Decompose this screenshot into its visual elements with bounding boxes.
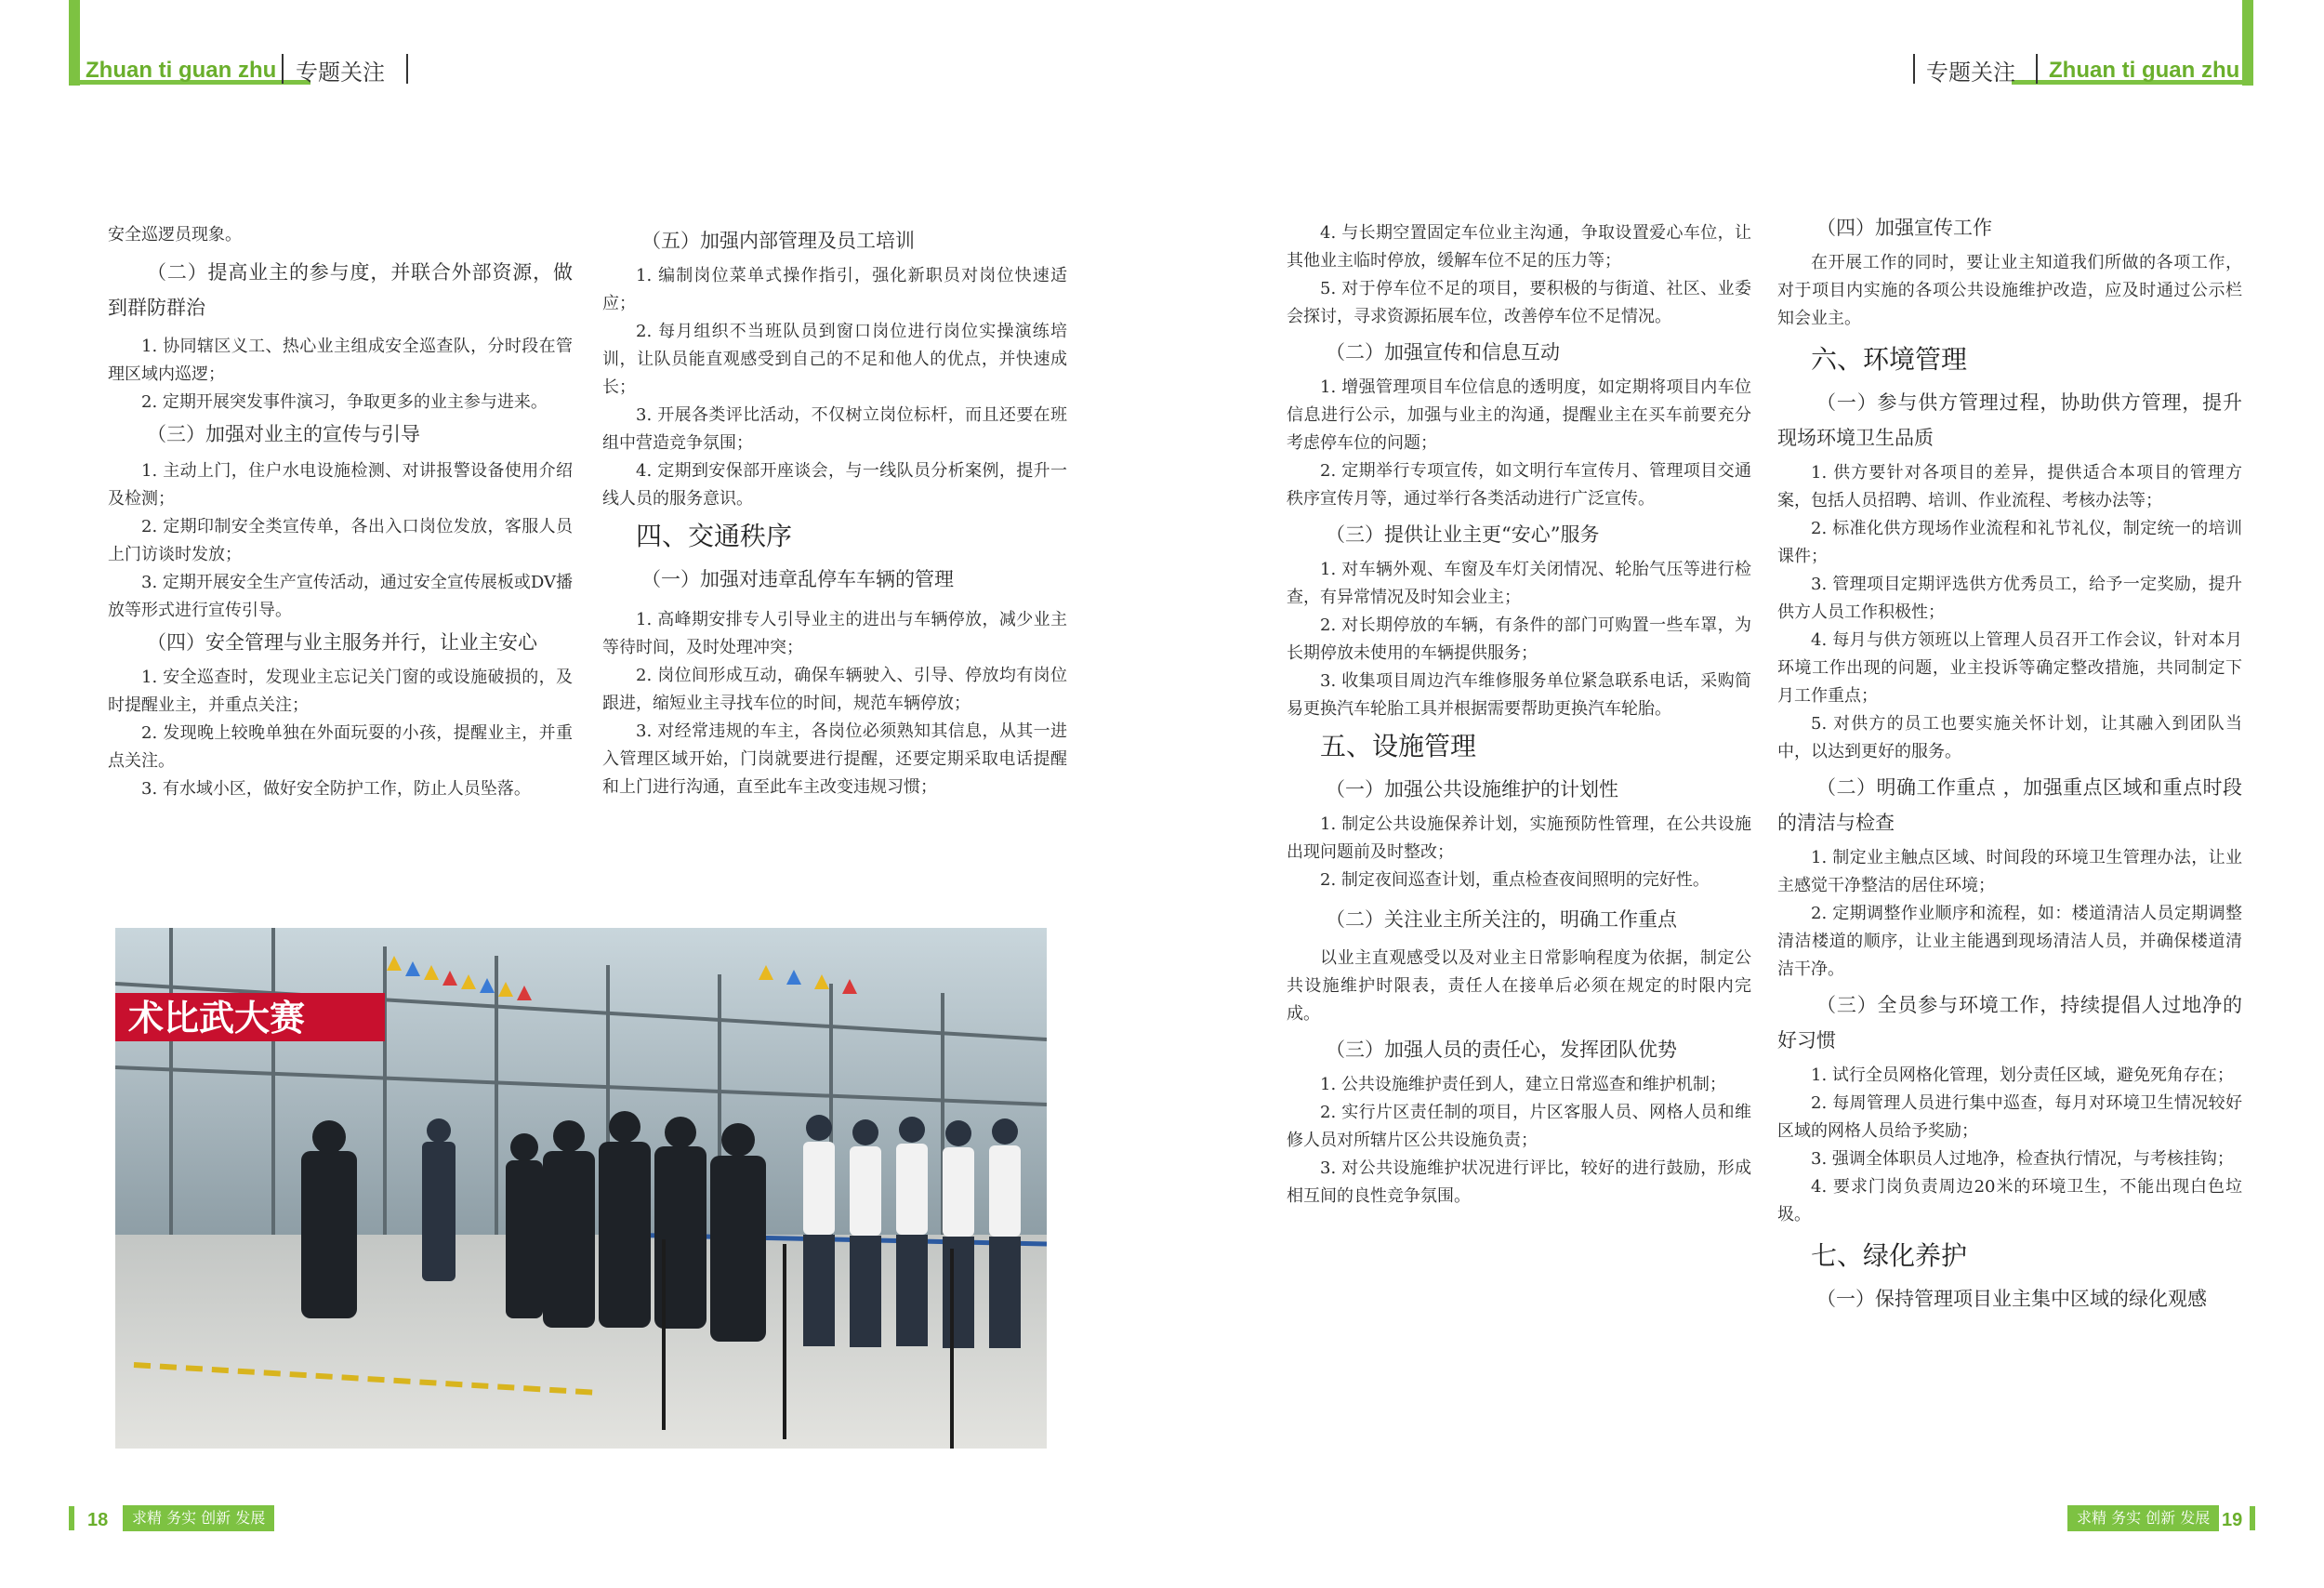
header-separator [2036, 54, 2038, 84]
body-text: 3. 强调全体职员人过地净，检查执行情况，与考核挂钩； [1811, 1149, 2234, 1169]
section-heading: 六、环境管理 [1811, 344, 1968, 375]
body-text: 4. 每月与供方领班以上管理人员召开工作会议，针对本月环境工作出现的问题，业主投诉等确定整改措施，共同制定下月工作重点； [1777, 630, 2242, 706]
body-text: 4. 定期到安保部开座谈会，与一线队员分析案例，提升一线人员的服务意识。 [602, 461, 1067, 509]
body-text: 5. 对供方的员工也要实施关怀计划，让其融入到团队当中，以达到更好的服务。 [1777, 714, 2242, 761]
body-text: 2. 定期举行专项宣传，如文明行车宣传月、管理项目交通秩序宣传月等，通过举行各类活动进行广泛宣传。 [1287, 461, 1751, 509]
footer-slogan: 求精 务实 创新 发展 [2067, 1505, 2219, 1531]
footer-slogan: 求精 务实 创新 发展 [123, 1505, 274, 1531]
subheading: （四）安全管理与业主服务并行，让业主安心 [147, 631, 537, 654]
body-text: 3. 对经常违规的车主，各岗位必须熟知其信息，从其一进入管理区域开始，门岗就要进行提醒，还要定期采取电话提醒和上门进行沟通，直至此车主改变违规习惯； [602, 721, 1067, 797]
body-text: 1. 对车辆外观、车窗及车灯关闭情况、轮胎气压等进行检查，有异常情况及时知会业主； [1287, 560, 1751, 607]
body-text: 2. 岗位间形成互动，确保车辆驶入、引导、停放均有岗位跟进，缩短业主寻找车位的时间，规范车辆停放； [602, 666, 1067, 713]
header-separator [1913, 54, 1915, 84]
body-text: 3. 管理项目定期评选供方优秀员工，给予一定奖励，提升供方人员工作积极性； [1777, 575, 2242, 622]
body-text: 2. 对长期停放的车辆，有条件的部门可购置一些车罩，为长期停放未使用的车辆提供服务； [1287, 615, 1751, 663]
page-number: 18 [87, 1510, 109, 1530]
ceremony-photo [115, 928, 1047, 1449]
subheading: （二）明确工作重点 ，加强重点区域和重点时段的清洁与检查 [1777, 776, 2242, 834]
body-text: 安全巡逻员现象。 [108, 225, 242, 245]
body-text: 3. 对公共设施维护状况进行评比，较好的进行鼓励，形成相互间的良性竞争氛围。 [1287, 1158, 1751, 1206]
body-text: 2. 实行片区责任制的项目，片区客服人员、网格人员和维修人员对所辖片区公共设施负责； [1287, 1103, 1751, 1150]
body-text: 3. 收集项目周边汽车维修服务单位紧急联系电话，采购简易更换汽车轮胎工具并根据需要帮助更换汽车轮胎。 [1287, 671, 1751, 719]
body-text: 1. 制定业主触点区域、时间段的环境卫生管理办法，让业主感觉干净整洁的居住环境； [1777, 848, 2242, 895]
subheading: （三）提供让业主更“安心”服务 [1326, 523, 1600, 546]
right-page [1162, 0, 2324, 1588]
body-text: 在开展工作的同时，要让业主知道我们所做的各项工作，对于项目内实施的各项公共设施维护改造，应及时通过公示栏知会业主。 [1777, 253, 2242, 328]
left-column-1 [108, 221, 573, 803]
subheading: （五）加强内部管理及员工培训 [641, 230, 915, 252]
right-column-2 [1777, 210, 2242, 1317]
subheading: （二）关注业主所关注的，明确工作重点 [1326, 908, 1677, 931]
right-column-1 [1287, 219, 1751, 1211]
body-text: 5. 对于停车位不足的项目，要积极的与街道、社区、业委会探讨，寻求资源拓展车位，改善停车位不足情况。 [1287, 279, 1751, 326]
body-text: 1. 供方要针对各项目的差异，提供适合本项目的管理方案，包括人员招聘、培训、作业流程、考核办法等； [1777, 463, 2242, 510]
body-text: 2. 每月组织不当班队员到窗口岗位进行岗位实操演练培训，让队员能直观感受到自己的不足和他人的优点，并快速成长； [602, 322, 1067, 397]
subheading: （三）全员参与环境工作，持续提倡人过地净的好习惯 [1777, 994, 2242, 1052]
header-chinese-title: 专题关注 [296, 60, 385, 86]
body-text: 1. 主动上门，住户水电设施检测、对讲报警设备使用介绍及检测； [108, 461, 573, 509]
page-number: 19 [2222, 1510, 2243, 1530]
body-text: 2. 每周管理人员进行集中巡查，每月对环境卫生情况较好区域的网格人员给予奖励； [1777, 1093, 2242, 1141]
body-text: 2. 定期调整作业顺序和流程，如：楼道清洁人员定期调整清洁楼道的顺序，让业主能遇到现场清洁人员，并确保楼道清洁干净。 [1777, 904, 2242, 979]
body-text: 1. 公共设施维护责任到人，建立日常巡查和维护机制； [1320, 1075, 1726, 1094]
header-english-title: Zhuan ti guan zhu [2049, 58, 2240, 83]
footer-accent-bar [69, 1506, 74, 1530]
section-heading: 四、交通秩序 [636, 521, 793, 551]
body-text: 4. 与长期空置固定车位业主沟通，争取设置爱心车位，让其他业主临时停放，缓解车位不足的压力等； [1287, 223, 1751, 271]
body-text: 2. 发现晚上较晚单独在外面玩耍的小孩，提醒业主，并重点关注。 [108, 723, 573, 771]
body-text: 3. 定期开展安全生产宣传活动，通过安全宣传展板或DV播放等形式进行宣传引导。 [108, 573, 574, 620]
subheading: （四）加强宣传工作 [1816, 217, 1992, 239]
body-text: 1. 编制岗位菜单式操作指引，强化新职员对岗位快速适应； [602, 266, 1067, 313]
body-text: 1. 增强管理项目车位信息的透明度，如定期将项目内车位信息进行公示，加强与业主的沟通，提醒业主在买车前要充分考虑停车位的问题； [1287, 377, 1751, 453]
banner-text: 术比武大赛 [128, 998, 306, 1039]
header-separator [282, 54, 284, 84]
header-accent-bar [69, 0, 80, 86]
footer-accent-bar [2250, 1506, 2255, 1530]
subheading: （三）加强人员的责任心，发挥团队优势 [1326, 1039, 1677, 1061]
body-text: 2. 标准化供方现场作业流程和礼节礼仪，制定统一的培训课件； [1777, 519, 2242, 566]
subheading: （一）保持管理项目业主集中区域的绿化观感 [1816, 1288, 2207, 1310]
left-column-2 [602, 223, 1067, 801]
body-text: 2. 定期开展突发事件演习，争取更多的业主参与进来。 [141, 392, 548, 412]
header-chinese-title: 专题关注 [1926, 60, 2015, 86]
subheading: （二）提高业主的参与度，并联合外部资源，做到群防群治 [108, 261, 573, 319]
body-text: 1. 试行全员网格化管理，划分责任区域，避免死角存在； [1811, 1065, 2234, 1085]
body-text: 1. 协同辖区义工、热心业主组成安全巡查队，分时段在管理区域内巡逻； [108, 337, 573, 384]
subheading: （二）加强宣传和信息互动 [1326, 341, 1560, 364]
section-heading: 七、绿化养护 [1811, 1240, 1968, 1271]
body-text: 以业主直观感受以及对业主日常影响程度为依据，制定公共设施维护时限表，责任人在接单后必须在规定的时限内完成。 [1287, 948, 1751, 1024]
body-text: 4. 要求门岗负责周边20米的环境卫生，不能出现白色垃圾。 [1777, 1177, 2242, 1224]
subheading: （一）加强公共设施维护的计划性 [1326, 778, 1618, 801]
subheading: （一）参与供方管理过程，协助供方管理，提升现场环境卫生品质 [1777, 391, 2242, 449]
body-text: 1. 高峰期安排专人引导业主的进出与车辆停放，减少业主等待时间，及时处理冲突； [602, 610, 1067, 657]
subheading: （三）加强对业主的宣传与引导 [147, 423, 420, 445]
section-heading: 五、设施管理 [1320, 731, 1477, 761]
header-separator [406, 54, 408, 84]
header-english-title: Zhuan ti guan zhu [86, 58, 277, 83]
subheading: （一）加强对违章乱停车车辆的管理 [641, 568, 954, 590]
body-text: 1. 安全巡查时，发现业主忘记关门窗的或设施破损的，及时提醒业主，并重点关注； [108, 668, 573, 715]
photo-illustration [115, 928, 1047, 1449]
body-text: 1. 制定公共设施保养计划，实施预防性管理，在公共设施出现问题前及时整改； [1287, 814, 1751, 862]
body-text: 2. 制定夜间巡查计划，重点检查夜间照明的完好性。 [1320, 870, 1710, 890]
body-text: 3. 有水域小区，做好安全防护工作，防止人员坠落。 [141, 779, 531, 799]
header-accent-bar [2242, 0, 2253, 86]
body-text: 3. 开展各类评比活动，不仅树立岗位标杆，而且还要在班组中营造竞争氛围； [602, 405, 1067, 453]
body-text: 2. 定期印制安全类宣传单，各出入口岗位发放，客服人员上门访谈时发放； [108, 517, 573, 564]
